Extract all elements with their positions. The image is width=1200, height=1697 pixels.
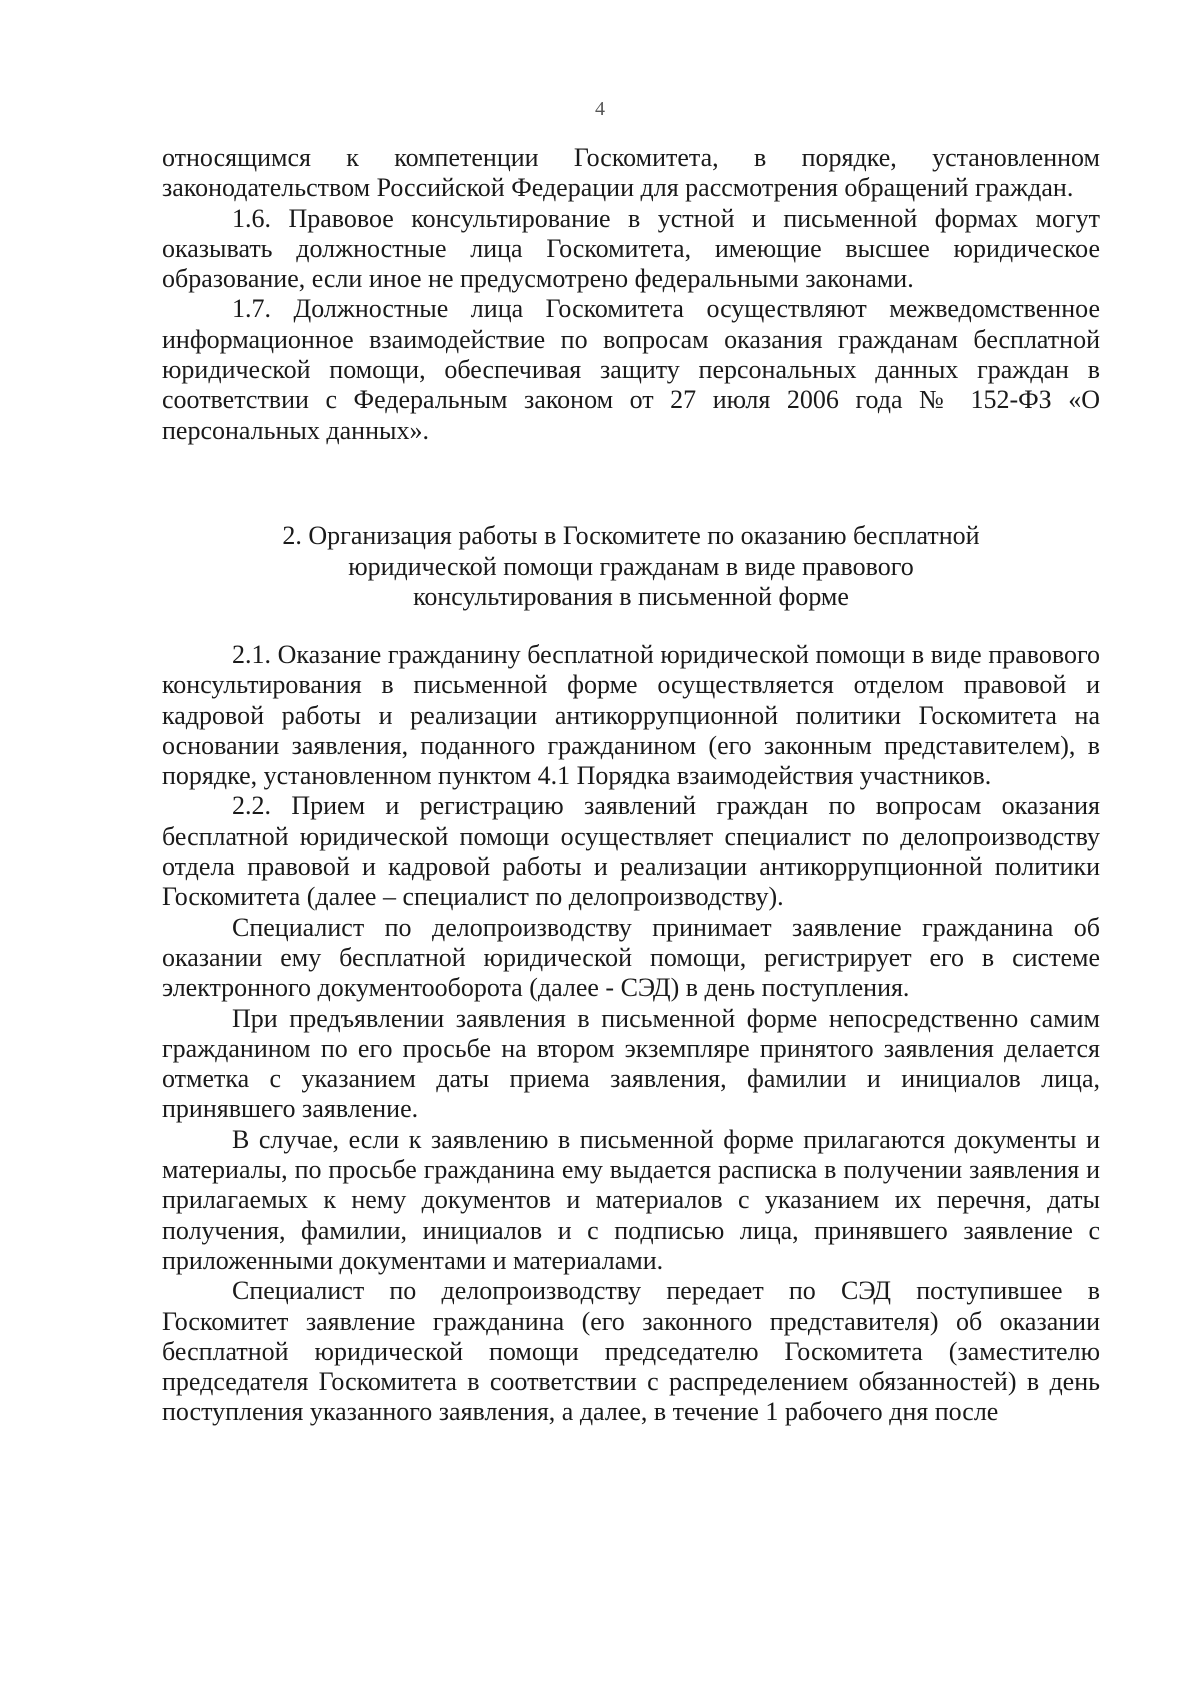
paragraph-transfer: Специалист по делопроизводству передает по СЭД поступившее в Госкомитет заявление гражданина (его законного представителя) об оказании бесплатной юридической помощи председателю Госкомитета (заместителю председателя Госкомитета в соответствии с распределением обязанностей) в день поступления указанного заявления, а далее, в течение 1 рабочего дня после	[162, 1276, 1100, 1427]
paragraph-2-1: 2.1. Оказание гражданину бесплатной юридической помощи в виде правового консультирования в письменной форме осуществляется отделом правовой и кадровой работы и реализации антикоррупционной политики Госкомитета на основании заявления, поданного гражданином (его законным представителем), в порядке, установленном пунктом 4.1 Порядка взаимодействия участников.	[162, 640, 1100, 791]
section-2-heading	[162, 521, 1100, 613]
paragraph-registration: Специалист по делопроизводству принимает заявление гражданина об оказании ему бесплатной юридической помощи, регистрирует его в системе электронного документооборота (далее - СЭД) в день поступления.	[162, 912, 1100, 1003]
paragraph-1-7: 1.7. Должностные лица Госкомитета осуществляют межведомственное информационное взаимодействие по вопросам оказания гражданам бесплатной юридической помощи, обеспечивая защиту персональных данных граждан в соответствии с Федеральным законом от 27 июля 2006 года № 152-ФЗ «О персональных данных».	[162, 294, 1100, 445]
section-2-body	[162, 640, 1100, 1428]
paragraph-in-person: При предъявлении заявления в письменной форме непосредственно самим гражданином по его просьбе на втором экземпляре принятого заявления делается отметка с указанием даты приема заявления, фамилии и инициалов лица, принявшего заявление.	[162, 1003, 1100, 1124]
paragraph-receipt: В случае, если к заявлению в письменной форме прилагаются документы и материалы, по просьбе гражданина ему выдается расписка в получении заявления и прилагаемых к нему документов и материалов с указанием их перечня, даты получения, фамилии, инициалов и с подписью лица, принявшего заявление с приложенными документами и материалами.	[162, 1124, 1100, 1275]
intro-block	[162, 143, 1100, 446]
paragraph-2-2: 2.2. Прием и регистрацию заявлений граждан по вопросам оказания бесплатной юридической помощи осуществляет специалист по делопроизводству отдела правовой и кадровой работы и реализации антикоррупционной политики Госкомитета (далее – специалист по делопроизводству).	[162, 791, 1100, 912]
page-number: 4	[595, 98, 605, 120]
continuation-paragraph: относящимся к компетенции Госкомитета, в порядке, установленном законодательством Российской Федерации для рассмотрения обращений граждан.	[162, 143, 1100, 203]
heading-line: 2. Организация работы в Госкомитете по оказанию бесплатной	[282, 521, 980, 550]
heading-line: юридической помощи гражданам в виде правового	[348, 551, 914, 581]
heading-line: консультирования в письменной форме	[413, 582, 849, 611]
paragraph-1-6: 1.6. Правовое консультирование в устной и письменной формах могут оказывать должностные лица Госкомитета, имеющие высшее юридическое образование, если иное не предусмотрено федеральными законами.	[162, 203, 1100, 294]
